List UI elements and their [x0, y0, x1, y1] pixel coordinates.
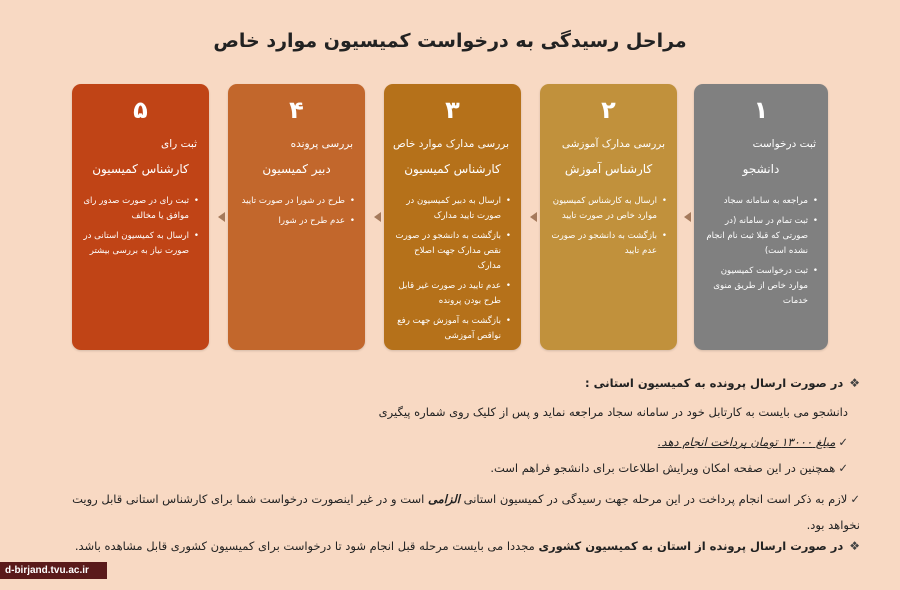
national-line: ❖در صورت ارسال پرونده از استان به کمیسیون کشوری مجددا می بایست مرحله قبل انجام شود تا درخواست برای کمیسیون کشوری قابل مشاهده باشد.: [74, 539, 860, 553]
diamond-bullet-icon: ❖: [849, 376, 860, 390]
step-number: ۱: [753, 96, 769, 124]
step-items: [80, 194, 201, 259]
step-number: ۵: [133, 96, 148, 124]
step-title: ثبت درخواست: [752, 138, 816, 150]
step-title: ثبت رای: [161, 138, 197, 150]
step-number: ۲: [601, 96, 616, 124]
mandatory-note: ✓لازم به ذکر است انجام پرداخت در این مرحله جهت رسیدگی در کمیسیون استانی الزامی است و در غیر اینصورت درخواست شما برای کارشناس استانی قابل رویت نخواهد بود.: [72, 492, 860, 532]
list-item: • طرح در شورا در صورت تایید: [236, 194, 345, 209]
check-icon: ✓: [838, 435, 848, 449]
step-card-5: [72, 84, 209, 350]
list-item: • ارسال به دبیر کمیسیون در صورت تایید مدارک: [392, 194, 501, 224]
process-steps: [72, 84, 828, 350]
step-role: دبیر کمیسیون: [262, 162, 331, 176]
list-item: • عدم طرح در شورا: [236, 214, 345, 229]
arrow-left-icon: [530, 212, 537, 222]
list-item: • ارسال به کارشناس کمیسیون موارد خاص در صورت تایید: [548, 194, 657, 224]
step-items: [392, 194, 513, 344]
step-card-3: [384, 84, 521, 350]
arrow-left-icon: [374, 212, 381, 222]
list-item: • بازگشت به دانشجو در صورت نقص مدارک جهت اصلاح مدارک: [392, 229, 501, 274]
step-role: کارشناس آموزش: [564, 162, 653, 176]
edit-line: ✓همچنین در این صفحه امکان ویرایش اطلاعات برای دانشجو فراهم است.: [490, 461, 848, 475]
step-number: ۴: [289, 96, 304, 124]
list-item: • مراجعه به سامانه سجاد: [702, 194, 808, 209]
step-items: [702, 194, 820, 309]
step-items: [548, 194, 669, 259]
step-card-1: [694, 84, 828, 350]
step-role: کارشناس کمیسیون: [92, 162, 189, 176]
provincial-intro: دانشجو می بایست به کارتابل خود در سامانه سجاد مراجعه نماید و پس از کلیک روی شماره پیگیری: [378, 405, 848, 419]
list-item: • ارسال به کمیسیون استانی در صورت نیاز به بررسی بیشتر: [80, 229, 189, 259]
list-item: • بازگشت به دانشجو در صورت عدم تایید: [548, 229, 657, 259]
list-item: • ثبت درخواست کمیسیون موارد خاص از طریق منوی خدمات: [702, 264, 808, 309]
step-items: [236, 194, 357, 229]
step-number: ۳: [445, 96, 460, 124]
page-title: مراحل رسیدگی به درخواست کمیسیون موارد خاص: [213, 30, 687, 52]
list-item: • ثبت تمام در سامانه (در صورتی که قبلا ثبت نام انجام نشده است): [702, 214, 808, 259]
provincial-heading: ❖در صورت ارسال پرونده به کمیسیون استانی :: [585, 376, 860, 390]
fee-line: ✓مبلغ ۱۳۰۰۰ تومان پرداخت انجام دهد.: [657, 435, 848, 449]
step-role: دانشجو: [742, 162, 780, 176]
step-card-2: [540, 84, 677, 350]
step-title: بررسی مدارک موارد خاص: [393, 138, 509, 150]
list-item: • ثبت رای در صورت صدور رای موافق یا مخالف: [80, 194, 189, 224]
site-url-badge: d-birjand.tvu.ac.ir: [0, 562, 107, 579]
step-title: بررسی مدارک آموزشی: [561, 138, 665, 150]
diamond-bullet-icon: ❖: [849, 539, 860, 553]
step-title: بررسی پرونده: [290, 138, 353, 150]
check-icon: ✓: [850, 492, 860, 506]
step-card-4: [228, 84, 365, 350]
check-icon: ✓: [838, 461, 848, 475]
list-item: • بازگشت به آموزش جهت رفع نواقص آموزشی: [392, 314, 501, 344]
arrow-left-icon: [684, 212, 691, 222]
list-item: • عدم تایید در صورت غیر قابل طرح بودن پرونده: [392, 279, 501, 309]
arrow-left-icon: [218, 212, 225, 222]
step-role: کارشناس کمیسیون: [404, 162, 501, 176]
